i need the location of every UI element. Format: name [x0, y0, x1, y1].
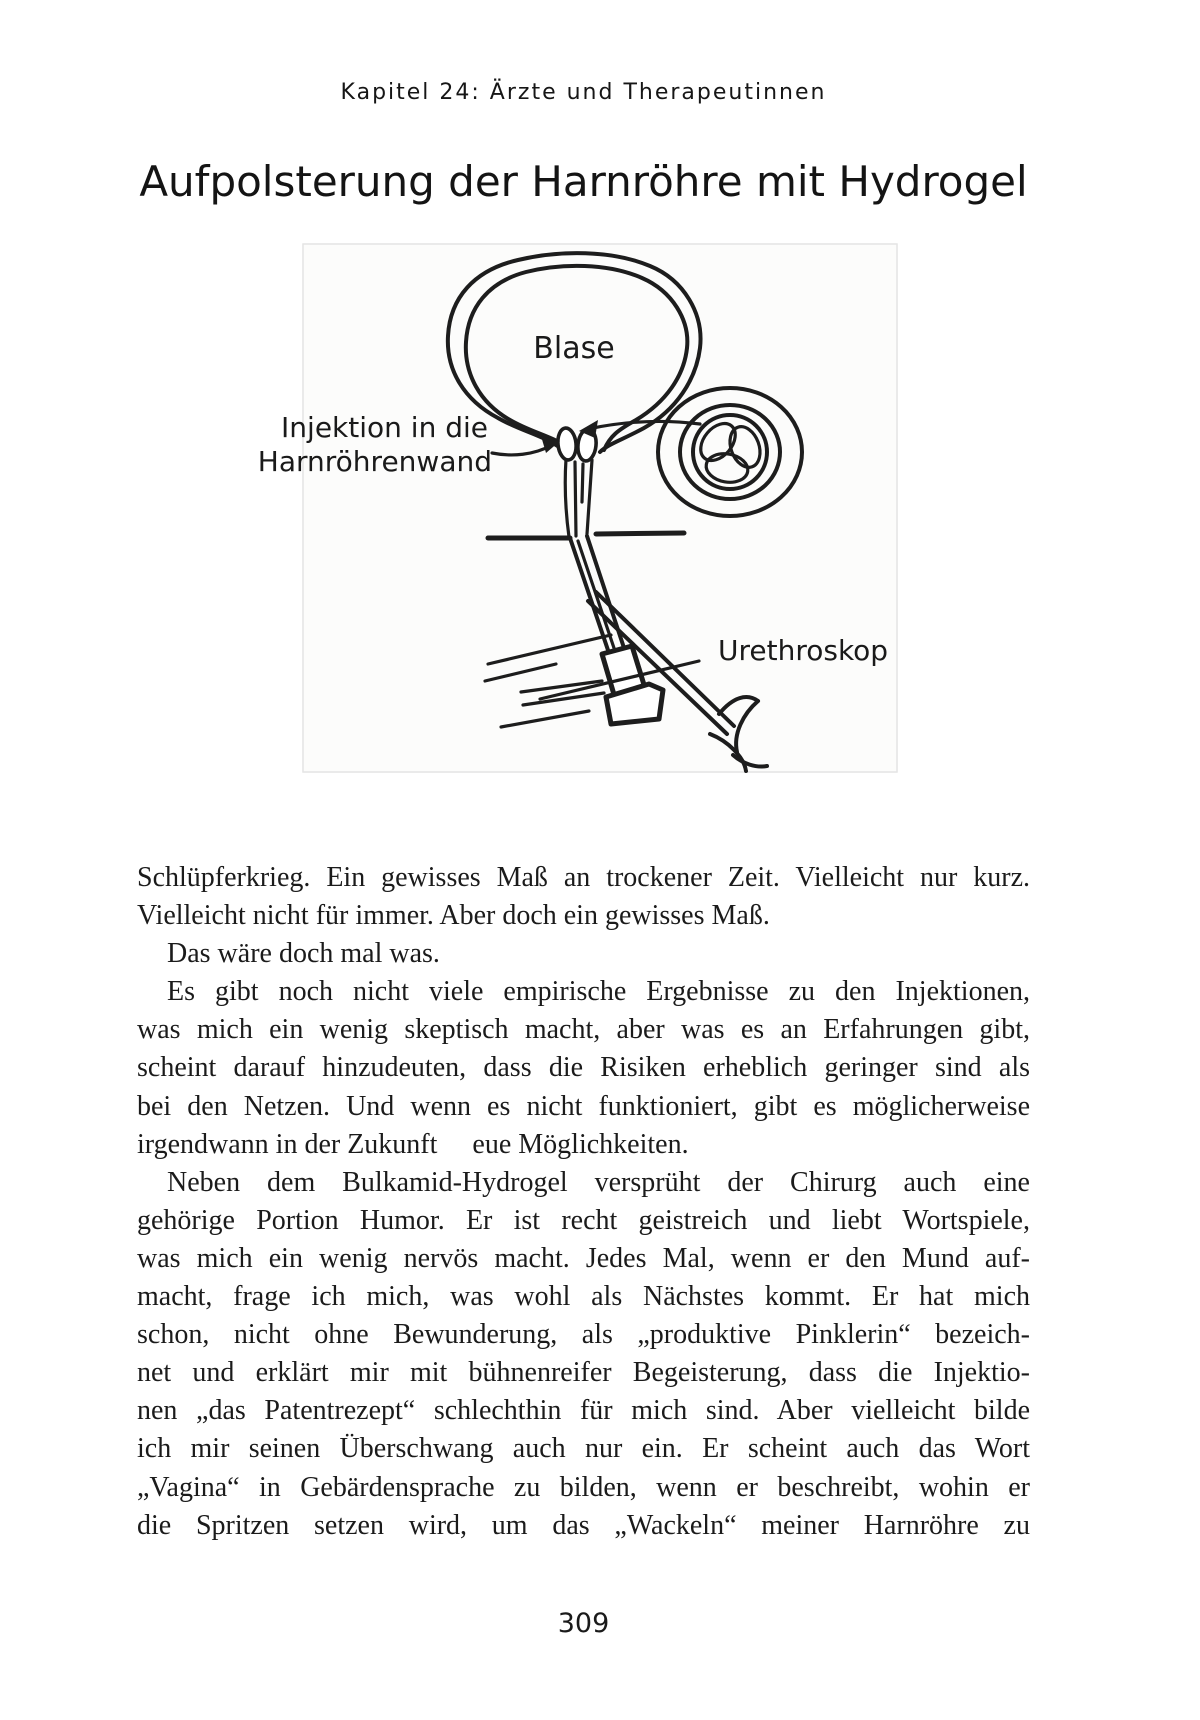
injection-label-line1: Injektion in die [281, 411, 488, 444]
text-line: was mich ein wenig nervös macht. Jedes Mal, wenn er den Mund auf- [137, 1242, 1030, 1274]
text-line: irgendwann in der Zukunft eue Möglichkeiten. [137, 1128, 689, 1160]
text-line: Neben dem Bulkamid-Hydrogel versprüht der Chirurg auch eine [167, 1166, 1030, 1198]
text-line: bei den Netzen. Und wenn es nicht funktioniert, gibt es möglicherweise [137, 1090, 1030, 1122]
text-line: scheint darauf hinzudeuten, dass die Risiken erheblich geringer sind als [137, 1052, 1030, 1084]
chapter-header: Kapitel 24: Ärzte und Therapeutinnen [340, 80, 827, 105]
figure-illustration [230, 240, 940, 775]
text-line: schon, nicht ohne Bewunderung, als „produktive Pinklerin“ bezeich- [137, 1319, 1030, 1351]
text-line: net und erklärt mir mit bühnenreifer Begeisterung, dass die Injektio- [137, 1357, 1030, 1389]
text-line: ich mir seinen Überschwang auch nur ein. Er scheint auch das Wort [137, 1433, 1030, 1465]
text-line: „Vagina“ in Gebärdensprache zu bilden, wenn er beschreibt, wohin er [137, 1471, 1030, 1503]
text-line: Vielleicht nicht für immer. Aber doch ein gewisses Maß. [137, 900, 770, 932]
body-text [137, 859, 1030, 1545]
medical-sketch [230, 240, 940, 775]
text-line: die Spritzen setzen wird, um das „Wackeln“ meiner Harnröhre zu [137, 1509, 1030, 1541]
text-line: nen „das Patentrezept“ schlechthin für mich sind. Aber vielleicht bilde [137, 1395, 1030, 1427]
injection-label-line2: Harnröhrenwand [257, 445, 492, 478]
text-line: Schlüpferkrieg. Ein gewisses Maß an trockener Zeit. Vielleicht nur kurz. [137, 862, 1030, 893]
text-line: macht, frage ich mich, was wohl als Nächstes kommt. Er hat mich [137, 1281, 1030, 1313]
text-line: gehörige Portion Humor. Er ist recht geistreich und liebt Wortspiele, [137, 1204, 1030, 1236]
text-line: was mich ein wenig skeptisch macht, aber was es an Erfahrungen gibt, [137, 1014, 1030, 1046]
urethroscope-label: Urethroskop [718, 634, 889, 667]
page-number: 309 [557, 1608, 610, 1639]
text-line: Das wäre doch mal was. [167, 938, 440, 970]
page-title: Aufpolsterung der Harnröhre mit Hydrogel [139, 157, 1028, 206]
bladder-label: Blase [533, 331, 615, 366]
text-line: Es gibt noch nicht viele empirische Ergebnisse zu den Injektionen, [167, 976, 1030, 1008]
